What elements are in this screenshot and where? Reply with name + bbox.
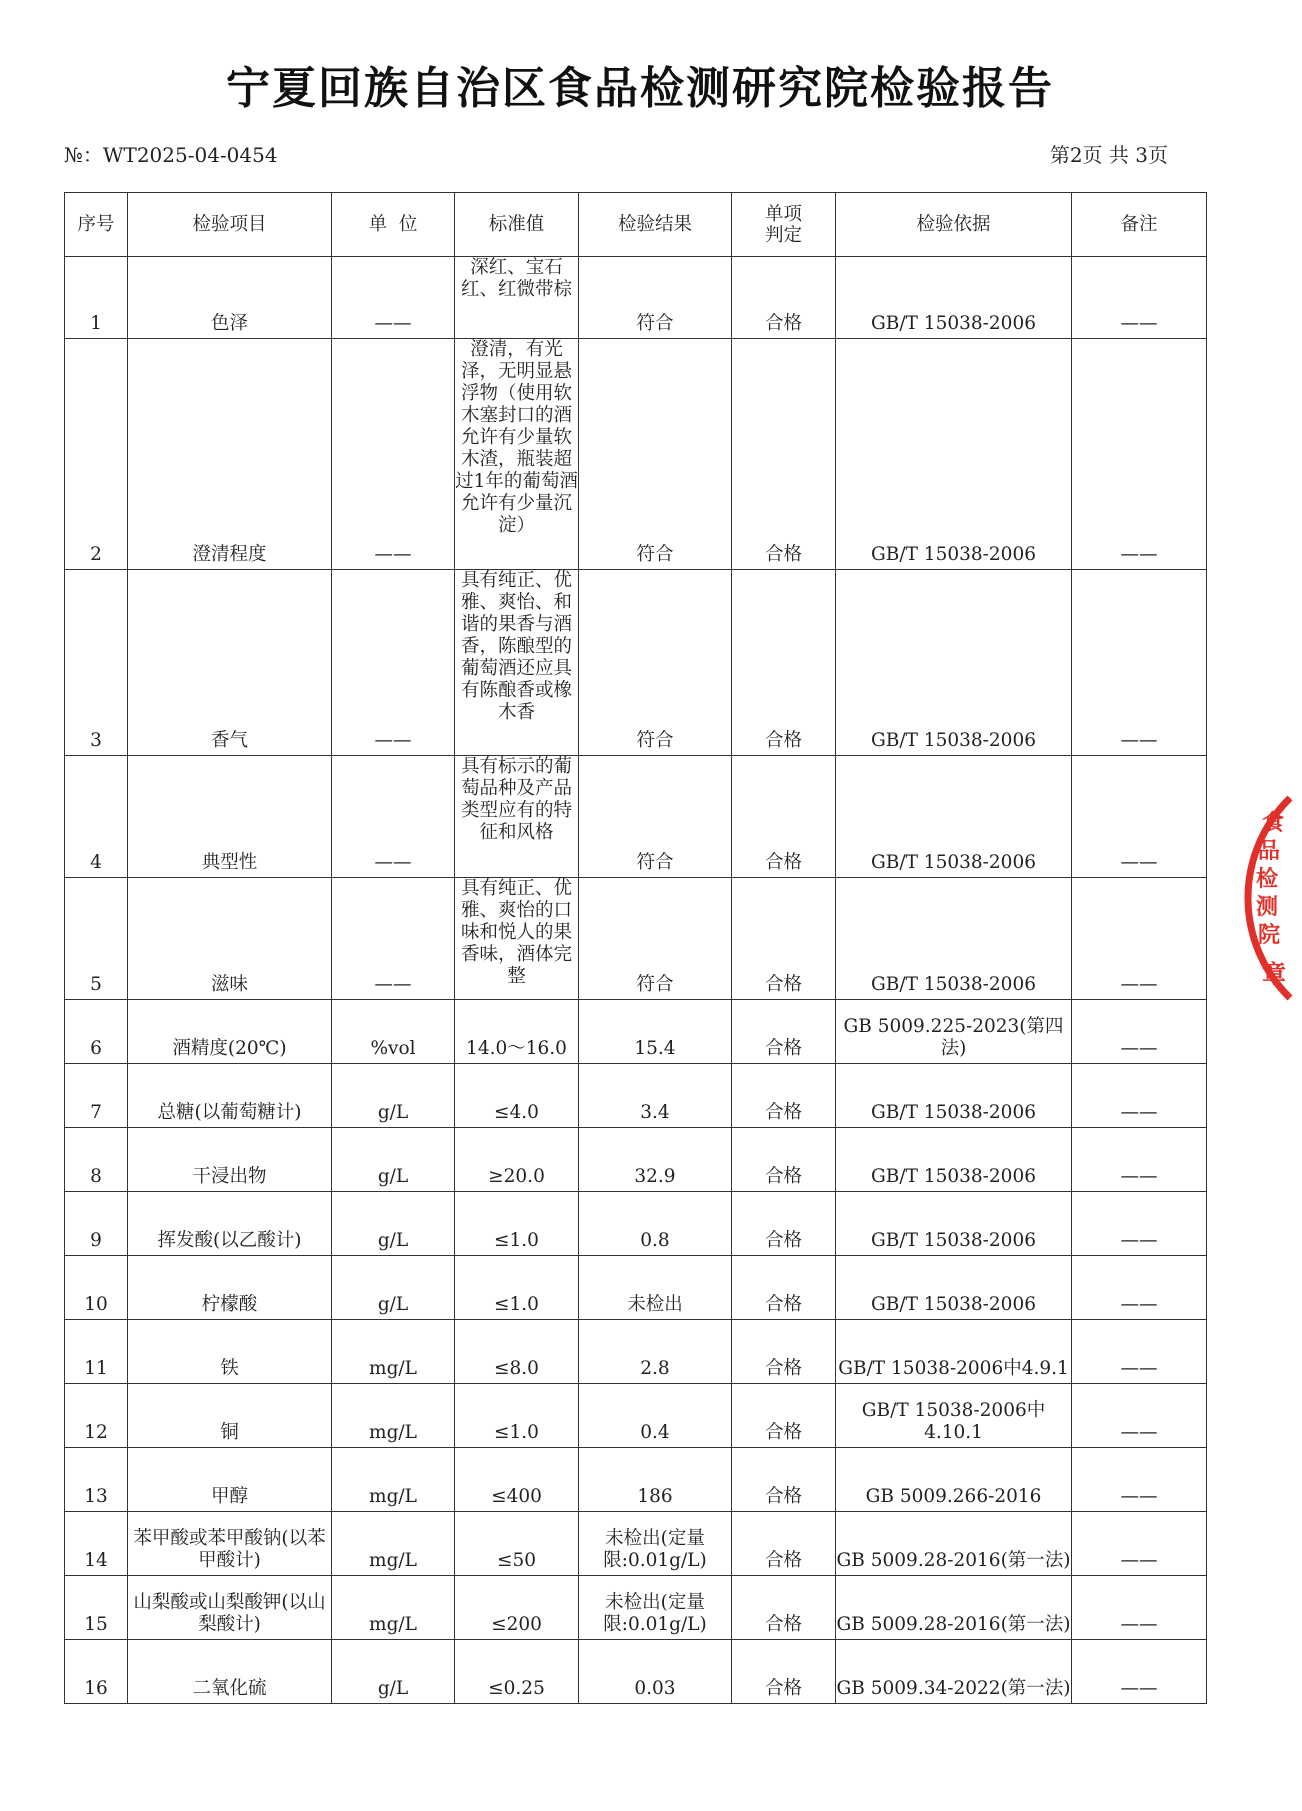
remark-value: ——	[1072, 1576, 1207, 1640]
judgment-value: 合格	[732, 1448, 836, 1512]
row-number: 5	[65, 878, 128, 1000]
test-basis: GB 5009.28-2016(第一法)	[836, 1576, 1072, 1640]
remark-value: ——	[1072, 1128, 1207, 1192]
table-row	[65, 1640, 1207, 1704]
remark-value: ——	[1072, 1000, 1207, 1064]
standard-value: ≤1.0	[455, 1256, 579, 1320]
judgment-value: 合格	[732, 257, 836, 339]
test-basis: GB/T 15038-2006	[836, 756, 1072, 878]
table-row	[65, 570, 1207, 756]
remark-value: ——	[1072, 1064, 1207, 1128]
judgment-value: 合格	[732, 1000, 836, 1064]
standard-value: 14.0～16.0	[455, 1000, 579, 1064]
table-row	[65, 1000, 1207, 1064]
remark-value: ——	[1072, 1256, 1207, 1320]
test-result: 符合	[579, 756, 732, 878]
table-row	[65, 257, 1207, 339]
row-number: 11	[65, 1320, 128, 1384]
test-basis: GB 5009.28-2016(第一法)	[836, 1512, 1072, 1576]
remark-value: ——	[1072, 1640, 1207, 1704]
judgment-value: 合格	[732, 570, 836, 756]
standard-value: ≤8.0	[455, 1320, 579, 1384]
test-result: 符合	[579, 339, 732, 570]
test-item: 滋味	[128, 878, 332, 1000]
test-result: 未检出(定量限:0.01g/L)	[579, 1512, 732, 1576]
test-result: 未检出	[579, 1256, 732, 1320]
judgment-value: 合格	[732, 339, 836, 570]
unit-value: mg/L	[332, 1512, 455, 1576]
row-number: 14	[65, 1512, 128, 1576]
table-row	[65, 339, 1207, 570]
standard-value: 具有纯正、优雅、爽怡、和谐的果香与酒香，陈酿型的葡萄酒还应具有陈酿香或橡木香	[455, 570, 579, 756]
test-result: 0.03	[579, 1640, 732, 1704]
standard-value: 具有纯正、优雅、爽怡的口味和悦人的果香味，酒体完整	[455, 878, 579, 1000]
judgment-value: 合格	[732, 1640, 836, 1704]
unit-value: g/L	[332, 1192, 455, 1256]
test-basis: GB/T 15038-2006	[836, 1128, 1072, 1192]
judgment-value: 合格	[732, 1384, 836, 1448]
column-header-item: 检验项目	[128, 193, 332, 257]
remark-value: ——	[1072, 1384, 1207, 1448]
column-header-standard: 标准值	[455, 193, 579, 257]
row-number: 13	[65, 1448, 128, 1512]
judgment-value: 合格	[732, 756, 836, 878]
standard-value: ≤4.0	[455, 1064, 579, 1128]
test-item: 色泽	[128, 257, 332, 339]
unit-value: g/L	[332, 1256, 455, 1320]
standard-value: ≤1.0	[455, 1384, 579, 1448]
unit-value: mg/L	[332, 1448, 455, 1512]
row-number: 1	[65, 257, 128, 339]
svg-text:检: 检	[1256, 867, 1279, 892]
test-item: 铜	[128, 1384, 332, 1448]
table-row	[65, 1576, 1207, 1640]
table-body	[65, 257, 1207, 1704]
unit-value: ——	[332, 257, 455, 339]
unit-value: g/L	[332, 1640, 455, 1704]
unit-value: mg/L	[332, 1384, 455, 1448]
test-result: 186	[579, 1448, 732, 1512]
standard-value: ≥20.0	[455, 1128, 579, 1192]
unit-value: g/L	[332, 1128, 455, 1192]
unit-value: mg/L	[332, 1576, 455, 1640]
judgment-value: 合格	[732, 1320, 836, 1384]
test-item: 二氧化硫	[128, 1640, 332, 1704]
report-number: №：WT2025-04-0454	[64, 143, 278, 167]
row-number: 8	[65, 1128, 128, 1192]
remark-value: ——	[1072, 1320, 1207, 1384]
results-table	[64, 192, 1207, 1704]
column-header-judgment: 单项 判定	[732, 193, 836, 257]
remark-value: ——	[1072, 878, 1207, 1000]
test-item: 挥发酸(以乙酸计)	[128, 1192, 332, 1256]
row-number: 15	[65, 1576, 128, 1640]
remark-value: ——	[1072, 756, 1207, 878]
table-row	[65, 1064, 1207, 1128]
unit-value: %vol	[332, 1000, 455, 1064]
table-row	[65, 1384, 1207, 1448]
standard-value: ≤400	[455, 1448, 579, 1512]
judgment-value: 合格	[732, 1064, 836, 1128]
standard-value: 澄清，有光泽，无明显悬浮物（使用软木塞封口的酒允许有少量软木渣，瓶装超过1年的葡萄酒允许有少量沉淀）	[455, 339, 579, 570]
table-row	[65, 1512, 1207, 1576]
row-number: 9	[65, 1192, 128, 1256]
judgment-value: 合格	[732, 1512, 836, 1576]
row-number: 6	[65, 1000, 128, 1064]
row-number: 4	[65, 756, 128, 878]
test-basis: GB 5009.266-2016	[836, 1448, 1072, 1512]
test-basis: GB/T 15038-2006	[836, 1064, 1072, 1128]
table-row	[65, 1448, 1207, 1512]
unit-value: g/L	[332, 1064, 455, 1128]
judgment-value: 合格	[732, 1256, 836, 1320]
unit-value: ——	[332, 339, 455, 570]
remark-value: ——	[1072, 1512, 1207, 1576]
test-item: 酒精度(20℃)	[128, 1000, 332, 1064]
judgment-value: 合格	[732, 1128, 836, 1192]
column-header-no: 序号	[65, 193, 128, 257]
test-basis: GB/T 15038-2006中4.10.1	[836, 1384, 1072, 1448]
test-basis: GB/T 15038-2006	[836, 339, 1072, 570]
table-row	[65, 756, 1207, 878]
test-basis: GB/T 15038-2006	[836, 878, 1072, 1000]
table-row	[65, 878, 1207, 1000]
test-basis: GB 5009.34-2022(第一法)	[836, 1640, 1072, 1704]
test-item: 干浸出物	[128, 1128, 332, 1192]
standard-value: ≤1.0	[455, 1192, 579, 1256]
test-result: 符合	[579, 570, 732, 756]
test-result: 未检出(定量限:0.01g/L)	[579, 1576, 732, 1640]
test-result: 2.8	[579, 1320, 732, 1384]
svg-text:测: 测	[1256, 895, 1279, 920]
standard-value: ≤200	[455, 1576, 579, 1640]
table-row	[65, 1128, 1207, 1192]
remark-value: ——	[1072, 570, 1207, 756]
table-row	[65, 1192, 1207, 1256]
row-number: 7	[65, 1064, 128, 1128]
remark-value: ——	[1072, 339, 1207, 570]
svg-text:食: 食	[1262, 811, 1285, 836]
unit-value: ——	[332, 756, 455, 878]
table-header-row	[65, 193, 1207, 257]
unit-value: mg/L	[332, 1320, 455, 1384]
row-number: 16	[65, 1640, 128, 1704]
table-row	[65, 1320, 1207, 1384]
test-item: 总糖(以葡萄糖计)	[128, 1064, 332, 1128]
test-result: 3.4	[579, 1064, 732, 1128]
remark-value: ——	[1072, 1448, 1207, 1512]
test-item: 山梨酸或山梨酸钾(以山梨酸计)	[128, 1576, 332, 1640]
test-item: 铁	[128, 1320, 332, 1384]
test-result: 符合	[579, 878, 732, 1000]
standard-value: 具有标示的葡萄品种及产品类型应有的特征和风格	[455, 756, 579, 878]
test-result: 0.4	[579, 1384, 732, 1448]
row-number: 2	[65, 339, 128, 570]
svg-text:章: 章	[1262, 960, 1286, 988]
report-title: 宁夏回族自治区食品检测研究院检验报告	[226, 63, 1054, 114]
unit-value: ——	[332, 878, 455, 1000]
test-basis: GB 5009.225-2023(第四法)	[836, 1000, 1072, 1064]
test-item: 澄清程度	[128, 339, 332, 570]
test-basis: GB/T 15038-2006	[836, 570, 1072, 756]
test-item: 香气	[128, 570, 332, 756]
test-item: 典型性	[128, 756, 332, 878]
column-header-result: 检验结果	[579, 193, 732, 257]
test-item: 甲醇	[128, 1448, 332, 1512]
test-result: 32.9	[579, 1128, 732, 1192]
judgment-value: 合格	[732, 1576, 836, 1640]
table-row	[65, 1256, 1207, 1320]
test-item: 苯甲酸或苯甲酸钠(以苯甲酸计)	[128, 1512, 332, 1576]
remark-value: ——	[1072, 257, 1207, 339]
svg-text:院: 院	[1258, 923, 1281, 948]
test-result: 15.4	[579, 1000, 732, 1064]
test-result: 0.8	[579, 1192, 732, 1256]
standard-value: ≤0.25	[455, 1640, 579, 1704]
unit-value: ——	[332, 570, 455, 756]
row-number: 3	[65, 570, 128, 756]
column-header-basis: 检验依据	[836, 193, 1072, 257]
judgment-value: 合格	[732, 878, 836, 1000]
standard-value: ≤50	[455, 1512, 579, 1576]
test-basis: GB/T 15038-2006	[836, 1256, 1072, 1320]
standard-value: 深红、宝石红、红微带棕	[455, 257, 579, 339]
column-header-remark: 备注	[1072, 193, 1207, 257]
page-indicator: 第2页 共 3页	[1049, 143, 1168, 167]
red-seal-stamp	[1232, 792, 1302, 1004]
test-basis: GB/T 15038-2006	[836, 1192, 1072, 1256]
row-number: 12	[65, 1384, 128, 1448]
judgment-value: 合格	[732, 1192, 836, 1256]
column-header-unit: 单 位	[332, 193, 455, 257]
test-basis: GB/T 15038-2006中4.9.1	[836, 1320, 1072, 1384]
test-basis: GB/T 15038-2006	[836, 257, 1072, 339]
remark-value: ——	[1072, 1192, 1207, 1256]
svg-text:品: 品	[1258, 839, 1281, 864]
row-number: 10	[65, 1256, 128, 1320]
test-item: 柠檬酸	[128, 1256, 332, 1320]
test-result: 符合	[579, 257, 732, 339]
